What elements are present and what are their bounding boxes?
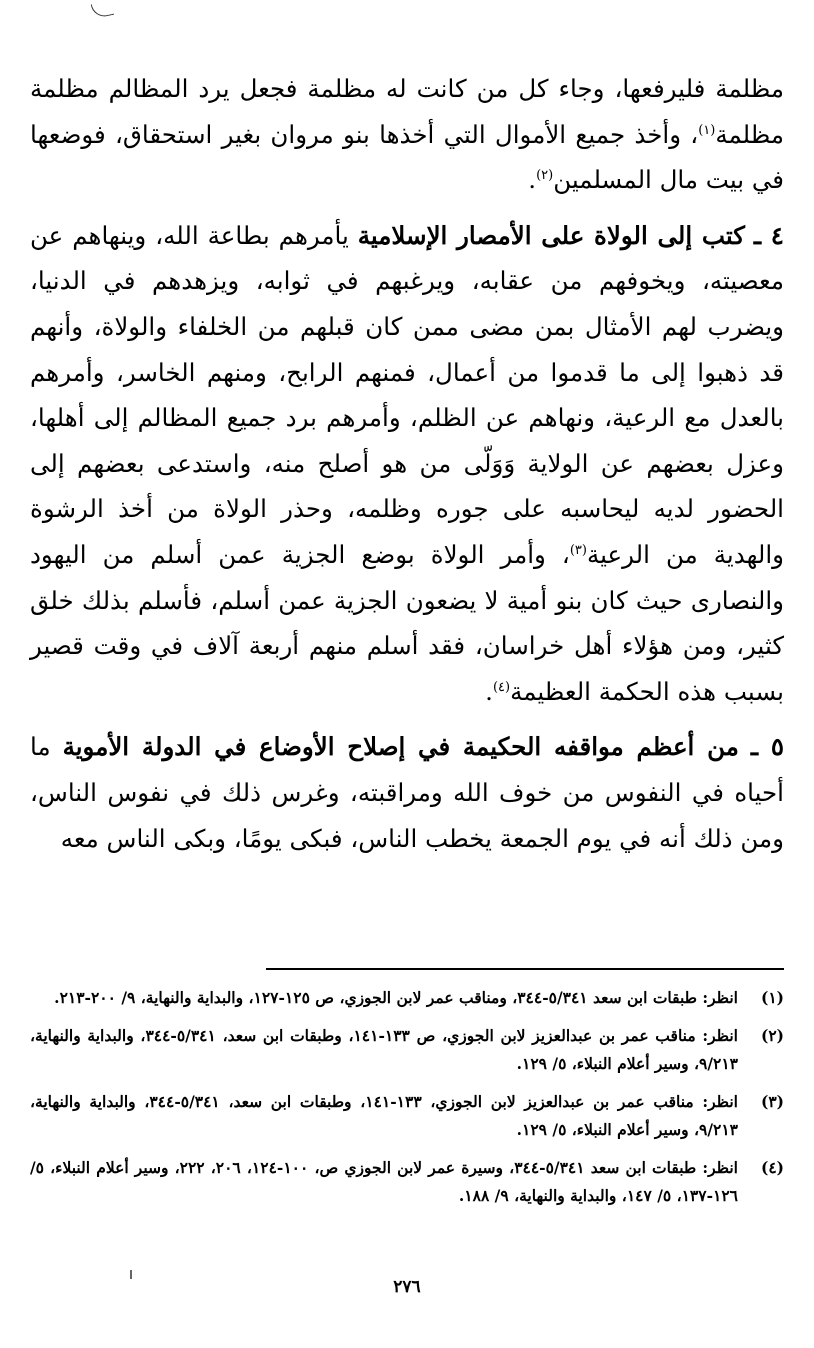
paragraph-end: . <box>485 676 493 706</box>
book-page <box>30 0 784 1348</box>
page-number: ٢٧٦ <box>393 1277 421 1297</box>
paragraph-text: ما أحياه في النفوس من خوف الله ومراقبته، وغرس ذلك في نفوس الناس، ومن ذلك أنه في يوم الجمعة يخطب الناس، فبكى يومًا، وبكى الناس معه <box>30 732 784 853</box>
footnote-reference-2[interactable]: (٢) <box>536 168 554 184</box>
footnote-reference-1[interactable]: (١) <box>698 122 716 138</box>
item-number: ٤ ـ <box>753 220 784 250</box>
footnote-reference-4[interactable]: (٤) <box>492 679 511 695</box>
item-lead-bold: كتب إلى الولاة على الأمصار الإسلامية <box>357 220 745 250</box>
corner-ink-mark <box>91 0 115 19</box>
item-lead-bold: من أعظم مواقفه الحكيمة في إصلاح الأوضاع في الدولة الأموية <box>62 732 739 762</box>
footnote-1 <box>30 984 784 1013</box>
paragraph-text: يأمرهم بطاعة الله، وينهاهم عن معصيته، ويخوفهم من عقابه، ويرغبهم في ثوابه، ويزهدهم في الدنيا، ويضرب لهم الأمثال بمن مضى ممن كان قبلهم من الخلفاء والولاة، وأنهم قد ذهبوا إلى ما قدموا من أعمال، فمنهم الرابح، ومنهم الخاسر، وأمرهم بالعدل مع الرعية، ونهاهم عن الظلم، وأمرهم برد جميع المظالم إلى أهلها، وعزل بعضهم عن الولاية وَوَلّى من هو أصلح منه، واستدعى بعضهم إلى الحضور لديه ليحاسبه على جوره وظلمه، وحذر الولاة من أخذ الرشوة والهدية من الرعية <box>30 220 785 569</box>
paragraph-end: . <box>528 165 537 195</box>
main-text <box>30 66 784 861</box>
footnote-number: (٤) <box>760 1157 784 1177</box>
paragraph-continuation <box>30 66 784 203</box>
footnote-2 <box>30 1022 784 1079</box>
footnote-number: (١) <box>760 988 784 1007</box>
item-number: ٥ ـ <box>750 732 784 762</box>
footnote-3 <box>30 1088 784 1145</box>
paragraph-item-5 <box>30 724 784 861</box>
footnote-4 <box>30 1154 784 1211</box>
footnote-text: انظر: مناقب عمر بن عبدالعزيز لابن الجوزي، ص ١٣٣-١٤١، وطبقات ابن سعد، ٥/٣٤١-٣٤٤، والبداية والنهاية، ٩/٢١٣، وسير أعلام النبلاء، ٥/ ١٢٩. <box>30 1025 738 1073</box>
paragraph-text: ، وأمر الولاة بوضع الجزية عمن أسلم من اليهود والنصارى حيث كان بنو أمية لا يضعون الجزية عمن أسلم، فأسلم بذلك خلق كثير، ومن هؤلاء أهل خراسان، فقد أسلم منهم أربعة آلاف في وقت قصير بسبب هذه الحكمة العظيمة <box>30 539 784 706</box>
footnote-text: انظر: طبقات ابن سعد ٥/٣٤١-٣٤٤، وسيرة عمر لابن الجوزي ص، ١٠٠-١٢٤، ٢٠٦، ٢٢٢، وسير أعلام النبلاء، ٥/ ١٢٦-١٣٧، ٥/ ١٤٧، والبداية والنهاية، ٩/ ١٨٨. <box>30 1157 738 1205</box>
footnote-text: انظر: مناقب عمر بن عبدالعزيز لابن الجوزي، ١٣٣-١٤١، وطبقات ابن سعد، ٥/٣٤١-٣٤٤، والبداية والنهاية، ٩/٢١٣، وسير أعلام النبلاء، ٥/ ١٢٩. <box>30 1091 738 1139</box>
footnote-reference-3[interactable]: (٣) <box>569 542 587 558</box>
footnote-separator <box>266 968 784 970</box>
paragraph-item-4 <box>30 213 784 715</box>
footnote-text: انظر: طبقات ابن سعد ٥/٣٤١-٣٤٤، ومناقب عمر لابن الجوزي، ص ١٢٥-١٢٧، والبداية والنهاية، ٩/ ٢٠٠-٢١٣. <box>54 988 738 1007</box>
footnotes <box>30 984 784 1220</box>
paragraph-text: ، وأخذ جميع الأموال التي أخذها بنو مروان بغير استحقاق، فوضعها في بيت مال المسلمين <box>30 119 784 195</box>
paragraph-text: مظلمة فليرفعها، وجاء كل من كانت له مظلمة فجعل يرد المظالم مظلمة مظلمة <box>30 74 784 149</box>
footnote-number: (٣) <box>760 1091 784 1111</box>
footnote-number: (٢) <box>760 1025 784 1045</box>
